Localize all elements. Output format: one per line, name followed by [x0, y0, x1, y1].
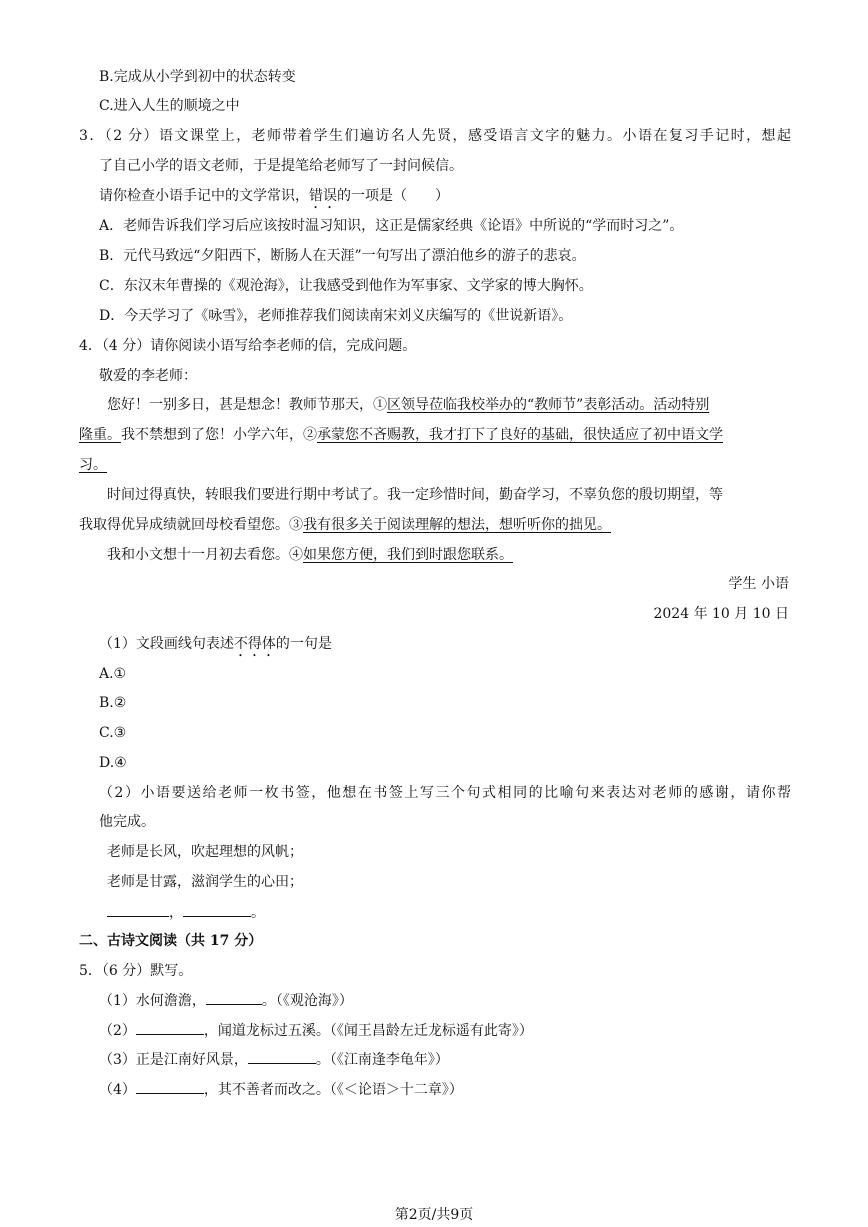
- page-footer: 第2页/共9页: [394, 1207, 474, 1223]
- q5-line-3: [99, 1049, 449, 1070]
- section-heading: 二、古诗文阅读（共 17 分）: [79, 933, 263, 949]
- underlined-sentence-4: 如果您方便，我们到时跟您联系。: [303, 547, 513, 563]
- q4-sub1-pre: （1）文段画线句表述: [99, 636, 234, 652]
- q3-option-c: C．东汉末年曹操的《观沧海》，让我感受到他作为军事家、文学家的博大胸怀。: [99, 278, 593, 294]
- q3-prompt-pre: 请你检查小语手记中的文学常识，: [99, 188, 309, 204]
- q2-option-c: C.进入人生的顺境之中: [99, 98, 240, 114]
- q4-stem: 4．（4 分）请你阅读小语写给李老师的信，完成问题。: [79, 338, 417, 354]
- q3-prompt-post: 的一项是（ ）: [337, 188, 449, 204]
- answer-blank-1[interactable]: [107, 902, 169, 917]
- q4-sub1-post: 的一句是: [275, 636, 332, 652]
- underlined-sentence-2-end: 习。: [79, 457, 107, 473]
- q2-option-b: B.完成从小学到初中的状态转变: [99, 69, 296, 85]
- letter-p3-text: 我和小文想十一月初去看您。④: [107, 547, 303, 563]
- metaphor-line-2: 老师是甘露，滋润学生的心田；: [107, 874, 303, 890]
- underlined-sentence-2: 承蒙您不吝赐教，我才打下了良好的基础，很快适应了初中语文学: [317, 427, 723, 443]
- q3-option-d: D．今天学习了《咏雪》，老师推荐我们阅读南宋刘义庆编写的《世说新语》。: [99, 308, 573, 324]
- q3-stem-line1: 3．（2 分）语文课堂上，老师带着学生们遍访名人先贤，感受语言文字的魅力。小语在复习手记时，想起: [79, 128, 791, 144]
- q5-blank-1[interactable]: [206, 990, 262, 1005]
- letter-p1-line2: [79, 425, 723, 445]
- q5-line-1-pre: （1）水何澹澹，: [99, 993, 206, 1009]
- underlined-sentence-3: 我有很多关于阅读理解的想法，想听听你的拙见。: [303, 517, 611, 533]
- q4-sub1-option-b: B.②: [99, 695, 127, 711]
- letter-p2-line2: [79, 515, 611, 535]
- q5-line-2: [99, 1020, 533, 1041]
- letter-p2-line1: 时间过得真快，转眼我们要进行期中考试了。我一定珍惜时间，勤奋学习，不辜负您的殷切期望，等: [107, 487, 723, 503]
- q5-stem: 5．（6 分）默写。: [79, 963, 193, 979]
- letter-p1-text-b: 我不禁想到了您！小学六年，②: [121, 427, 317, 443]
- answer-blank-2[interactable]: [183, 902, 251, 917]
- q4-sub1-option-c: C.③: [99, 725, 127, 741]
- q5-blank-2[interactable]: [136, 1020, 204, 1035]
- q4-sub1-option-d: D.④: [99, 755, 127, 771]
- q5-blank-3[interactable]: [248, 1049, 316, 1064]
- letter-p1-line3: [79, 455, 107, 475]
- q4-sub1-option-a: A.①: [99, 666, 127, 682]
- letter-p1-line1: [107, 395, 709, 415]
- q3-stem-line2: 了自己小学的语文老师，于是提笔给老师写了一封问候信。: [99, 158, 463, 174]
- metaphor-line-1: 老师是长风，吹起理想的风帆；: [107, 844, 303, 860]
- answer-comma: ，: [169, 905, 183, 921]
- q3-prompt: [99, 186, 449, 212]
- q5-line-4: [99, 1079, 463, 1100]
- underlined-sentence-1: 区领导莅临我校举办的“教师节”表彰活动。活动特别: [387, 397, 710, 413]
- q4-sub2-line2: 他完成。: [99, 814, 155, 830]
- metaphor-answer-line: [107, 902, 265, 923]
- q5-line-3-post: 。（《江南逢李龟年》）: [315, 1052, 449, 1068]
- q3-option-b: B．元代马致远“夕阳西下，断肠人在天涯”一句写出了漂泊他乡的游子的悲哀。: [99, 248, 586, 264]
- letter-date: 2024 年 10 月 10 日: [653, 606, 789, 622]
- q5-line-3-pre: （3）正是江南好风景，: [99, 1052, 248, 1068]
- letter-p2-text: 我取得优异成绩就回母校看望您。③: [79, 517, 303, 533]
- letter-p3: [107, 545, 513, 565]
- letter-salutation: 敬爱的李老师：: [99, 368, 197, 384]
- q5-line-2-post: ，闻道龙标过五溪。（《闻王昌龄左迁龙标遥有此寄》）: [203, 1023, 533, 1039]
- q5-line-4-pre: （4）: [99, 1082, 136, 1098]
- letter-signature: 学生 小语: [728, 576, 789, 592]
- letter-p1-text-a: 您好！一别多日，甚是想念！教师节那天，①: [107, 397, 387, 413]
- q5-line-1: [99, 990, 353, 1011]
- q3-option-a: A．老师告诉我们学习后应该按时温习知识，这正是儒家经典《论语》中所说的“学而时习之”。: [99, 218, 684, 234]
- q4-sub1-emphasis: 不得体: [233, 636, 276, 652]
- q5-line-1-post: 。（《观沧海》）: [261, 993, 353, 1009]
- q4-sub2-line1: （2）小语要送给老师一枚书签，他想在书签上写三个句式相同的比喻句来表达对老师的感谢，请你帮: [99, 785, 791, 801]
- q5-line-2-pre: （2）: [99, 1023, 136, 1039]
- q4-sub1: [99, 634, 332, 660]
- answer-period: 。: [251, 905, 265, 921]
- q5-line-4-post: ，其不善者而改之。（《＜论语＞十二章》）: [203, 1082, 463, 1098]
- underlined-sentence-1-end: 隆重。: [79, 427, 121, 443]
- q5-blank-4[interactable]: [136, 1079, 204, 1094]
- q3-prompt-emphasis: 错误: [309, 188, 337, 204]
